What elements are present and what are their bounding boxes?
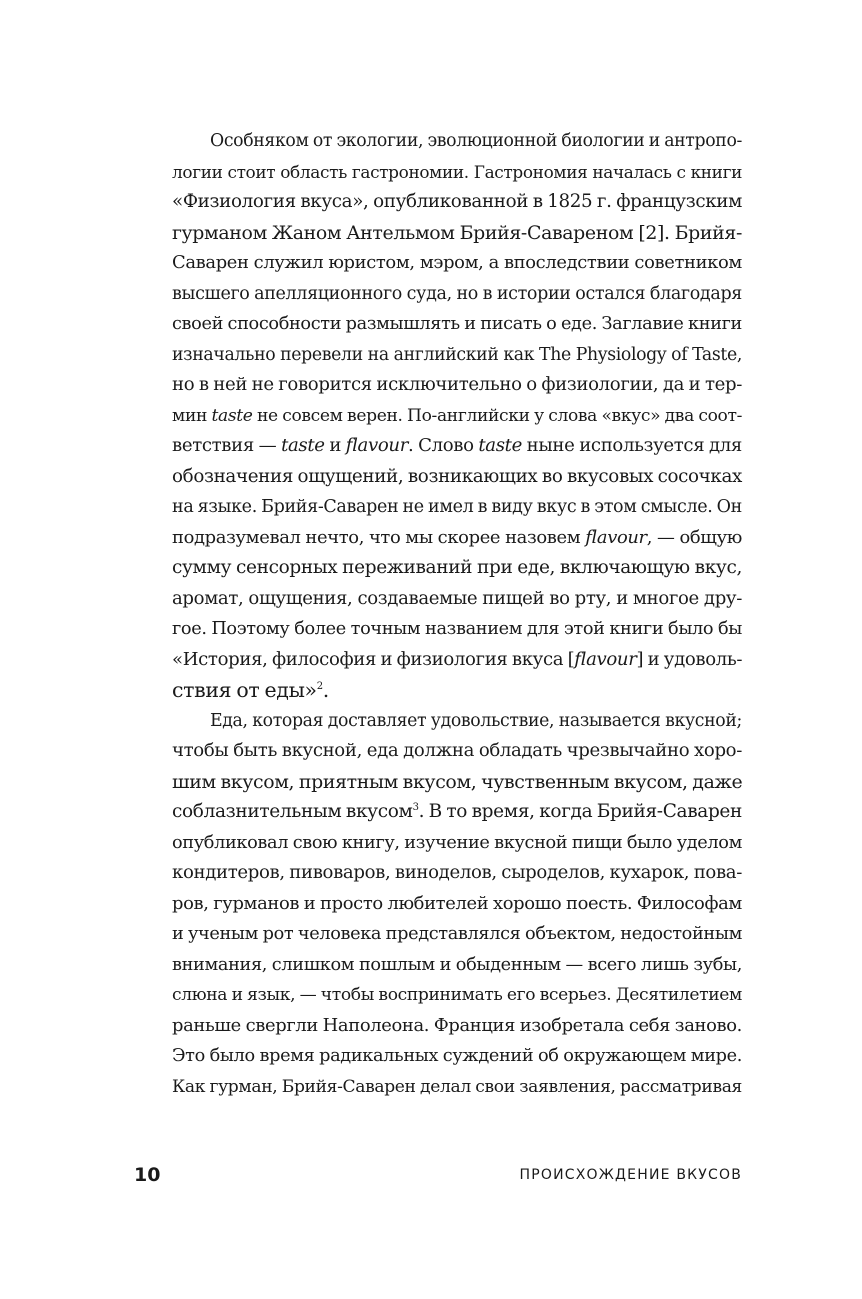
footnote-marker: 3 <box>412 801 419 813</box>
italic-term: taste <box>478 435 522 456</box>
text-line: Как гурман, Брийя-Саварен делал свои заявления, рассматривая <box>172 1076 742 1097</box>
text-line: изначально перевели на английский как The Physiology of Taste, <box>172 344 742 365</box>
text-run: не совсем верен. По-английски у слова «вкус» два соот- <box>252 405 743 426</box>
italic-term: flavour <box>574 648 637 670</box>
text-run: ] и удоволь- <box>636 648 743 670</box>
text-line: обозначения ощущений, возникающих во вкусовых сосочках <box>172 465 742 487</box>
text-run: ныне используется для <box>521 435 742 456</box>
footnote-marker: 2 <box>316 681 323 693</box>
text-run: и <box>324 435 346 456</box>
text-run: ствия от еды» <box>172 678 317 702</box>
text-line: логии стоит область гастрономии. Гастрономия началась с книги <box>172 161 742 182</box>
italic-term: flavour <box>585 526 647 548</box>
page-footer <box>134 1164 742 1188</box>
text-line <box>134 431 742 462</box>
text-line: гое. Поэтому более точным названием для этой книги было бы <box>172 619 742 639</box>
text-line: чтобы быть вкусной, еда должна обладать чрезвычайно хоро- <box>172 740 742 761</box>
text-line: Саварен служил юристом, мэром, а впоследствии советником <box>172 252 742 273</box>
text-run: , — общую <box>646 526 742 548</box>
text-line: ров, гурманов и просто любителей хорошо поесть. Философам <box>172 892 742 914</box>
text-line <box>134 797 742 828</box>
text-line <box>134 523 742 554</box>
text-line: гурманом Жаном Антельмом Брийя-Савареном [2]. Брийя- <box>172 221 742 244</box>
text-line: аромат, ощущения, создаваемые пищей во рту, и многое дру- <box>172 587 742 609</box>
text-line: кондитеров, пивоваров, виноделов, сыроделов, кухарок, пова- <box>172 862 742 883</box>
text-line: слюна и язык, — чтобы воспринимать его всерьез. Десятилетием <box>172 985 742 1005</box>
text-line: «Физиология вкуса», опубликованной в 1825 г. французским <box>172 191 742 212</box>
text-run: подразумевал нечто, что мы скорее назовем <box>172 526 586 548</box>
text-line <box>134 675 742 706</box>
paragraph-tasty-food <box>134 706 742 1103</box>
italic-term: taste <box>281 435 325 456</box>
text-line: раньше свергли Наполеона. Франция изобретала себя заново. <box>172 1014 742 1036</box>
text-line: но в ней не говорится исключительно о физиологии, да и тер- <box>172 374 742 395</box>
text-line: Это было время радикальных суждений об окружающем мире. <box>172 1046 742 1066</box>
text-line: опубликовал свою книгу, изучение вкусной пищи было уделом <box>172 832 742 853</box>
page-number: 10 <box>134 1164 161 1186</box>
running-title: ПРОИСХОЖДЕНИЕ ВКУСОВ <box>519 1167 742 1183</box>
text-line <box>134 645 742 676</box>
text-run: ветствия — <box>172 435 282 456</box>
text-line: Еда, которая доставляет удовольствие, называется вкусной; <box>210 710 742 731</box>
text-run: . Слово <box>408 435 479 456</box>
text-run: «История, философия и физиология вкуса [ <box>172 648 575 670</box>
text-run: соблазнительным вкусом <box>172 801 413 822</box>
text-line: шим вкусом, приятным вкусом, чувственным вкусом, даже <box>172 770 743 793</box>
italic-term: flavour <box>345 435 409 456</box>
text-line: высшего апелляционного суда, но в истории остался благодаря <box>172 283 742 304</box>
text-run: . <box>322 678 329 702</box>
body-text <box>134 126 742 1102</box>
text-run: мин <box>172 405 212 426</box>
italic-term: taste <box>211 405 253 426</box>
text-line: Особняком от экологии, эволюционной биологии и антропо- <box>210 131 742 151</box>
paragraph-gastronomy <box>134 126 742 706</box>
text-line: сумму сенсорных переживаний при еде, включающую вкус, <box>172 557 742 578</box>
text-line: своей способности размышлять и писать о еде. Заглавие книги <box>172 314 742 334</box>
text-line: и ученым рот человека представлялся объектом, недостойным <box>172 924 742 944</box>
text-line <box>134 401 742 432</box>
text-run: . В то время, когда Брийя-Саварен <box>418 801 743 822</box>
text-line: внимания, слишком пошлым и обыденным — всего лишь зубы, <box>172 954 742 975</box>
text-line: на языке. Брийя-Саварен не имел в виду вкус в этом смысле. Он <box>172 497 742 517</box>
